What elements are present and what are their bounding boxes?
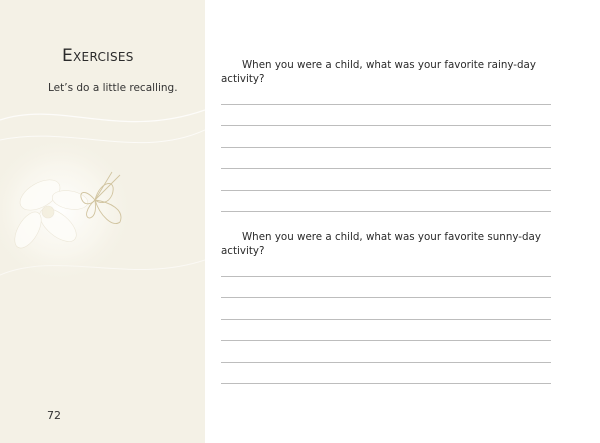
answer-line[interactable]	[221, 211, 551, 212]
answer-line[interactable]	[221, 190, 551, 191]
answer-line[interactable]	[221, 340, 551, 341]
sidebar-panel	[0, 0, 205, 443]
answer-line[interactable]	[221, 125, 551, 126]
page-title: Exercises	[62, 46, 134, 66]
question-text: When you were a child, what was your favorite rainy-day activity?	[221, 59, 536, 85]
question-sunny-day	[221, 230, 551, 258]
answer-line[interactable]	[221, 168, 551, 169]
answer-line[interactable]	[221, 104, 551, 105]
butterfly-flower-illustration	[0, 100, 205, 320]
page-subtitle: Let’s do a little recalling.	[48, 82, 178, 94]
answer-line[interactable]	[221, 383, 551, 384]
question-rainy-day	[221, 58, 551, 86]
answer-line[interactable]	[221, 362, 551, 363]
page-number: 72	[47, 409, 61, 422]
answer-line[interactable]	[221, 319, 551, 320]
question-text: When you were a child, what was your favorite sunny-day activity?	[221, 231, 541, 257]
exercise-content	[205, 0, 600, 443]
answer-line[interactable]	[221, 276, 551, 277]
answer-line[interactable]	[221, 147, 551, 148]
answer-line[interactable]	[221, 297, 551, 298]
